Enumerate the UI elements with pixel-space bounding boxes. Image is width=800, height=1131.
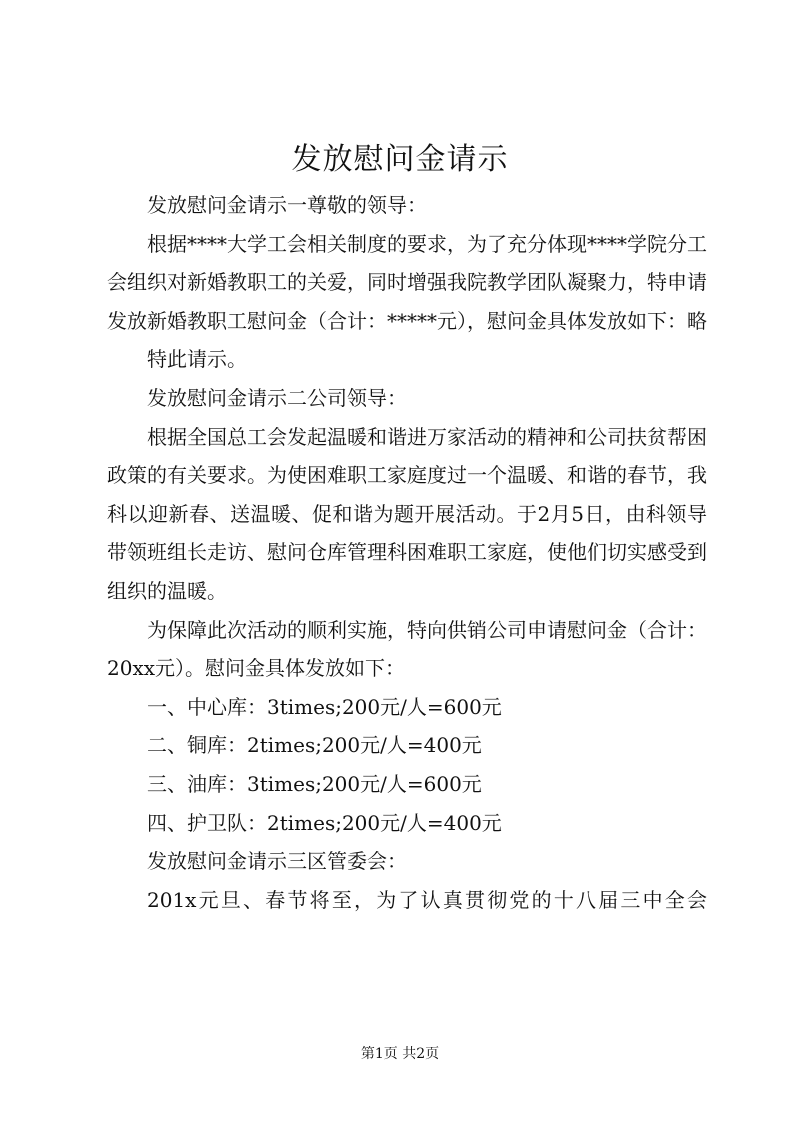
paragraph-greeting-2: 发放慰问金请示二公司领导： <box>147 385 407 410</box>
list-item-copper-warehouse: 二、铜库：2times;200元/人=400元 <box>147 733 482 758</box>
document-body <box>107 186 707 919</box>
paragraph-background-2: 根据全国总工会发起温暖和谐进万家活动的精神和公司扶贫帮困政策的有关要求。为使困难职工家庭度过一个温暖、和谐的春节，我科以迎新春、送温暖、促和谐为题开展活动。于2月5日，由科领导带领班组长走访、慰问仓库管理科困难职工家庭，使他们切实感受到组织的温暖。 <box>107 424 707 603</box>
document-title: 发放慰问金请示 <box>291 142 509 177</box>
list-item-central-warehouse: 一、中心库：3times;200元/人=600元 <box>147 694 502 719</box>
list-item-guard-team: 四、护卫队：2times;200元/人=400元 <box>147 810 502 835</box>
page-footer: 第1页 共2页 <box>360 1046 440 1062</box>
paragraph-greeting-1: 发放慰问金请示一尊敬的领导： <box>147 193 427 217</box>
paragraph-closing-1: 特此请示。 <box>147 347 247 372</box>
paragraph-request-1: 根据****大学工会相关制度的要求，为了充分体现****学院分工会组织对新婚教职工的关爱，同时增强我院教学团队凝聚力，特申请发放新婚教职工慰问金（合计：*****元），慰问金具体发放如下：略 <box>107 231 707 333</box>
paragraph-greeting-3: 发放慰问金请示三区管委会： <box>147 849 407 874</box>
paragraph-request-2: 为保障此次活动的顺利实施，特向供销公司申请慰问金（合计：20xx元）。慰问金具体发放如下： <box>107 617 707 681</box>
list-item-oil-warehouse: 三、油库：3times;200元/人=600元 <box>147 771 482 796</box>
paragraph-intro-3: 201x元旦、春节将至，为了认真贯彻党的十八届三中全会 <box>147 887 707 912</box>
